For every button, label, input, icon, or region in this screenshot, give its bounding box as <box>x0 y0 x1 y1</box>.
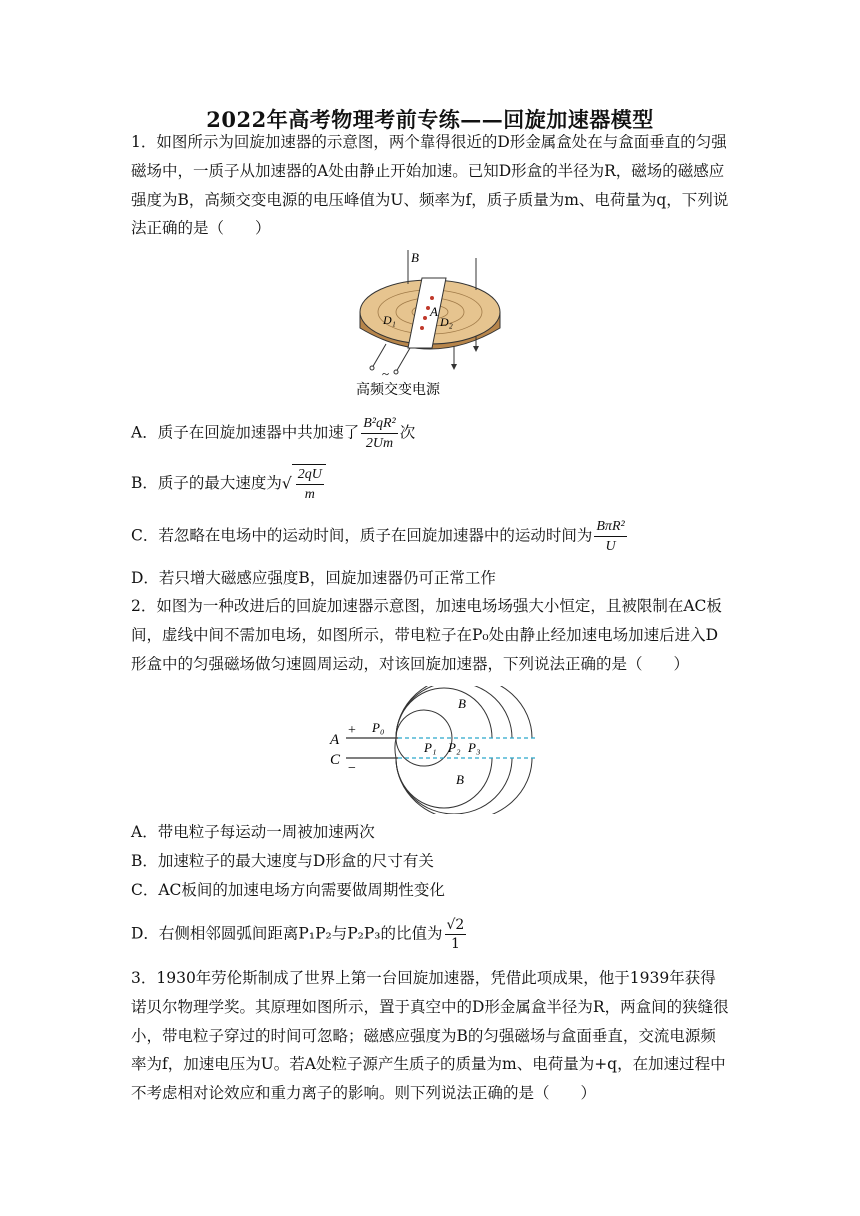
label-p0: P₀ <box>372 720 385 735</box>
q1-option-d[interactable]: D．若只增大磁感应强度B，回旋加速器仍可正常工作 <box>131 569 496 587</box>
improved-cyclotron-figure <box>326 686 540 814</box>
q2-option-b[interactable]: B．加速粒子的最大速度与D形盒的尺寸有关 <box>131 852 434 870</box>
q2-option-d[interactable]: D．右侧相邻圆弧间距离P₁P₂与P₂P₃的比值为 $\frac{√2}{1}$ <box>131 917 465 952</box>
label-p3: P₃ <box>468 740 481 755</box>
q1-option-b[interactable]: B．质子的最大速度为√ $\frac{2qU}{m}$ <box>131 464 326 504</box>
question-3-stem: 3．1930年劳伦斯制成了世界上第一台回旋加速器，凭借此项成果，他于1939年获得诺贝尔物理学奖。其原理如图所示，置于真空中的D形金属盒半径为R，两盒间的狭缝很小，带电粒子穿过的时间可忽略；磁感应强度为B的匀强磁场与盒面垂直，交流电源频率为f，加速电压为U。若A处粒子源产生质子的质量为m、电荷量为+q，在加速过程中不考虑相对论效应和重力离子的影响。则下列说法正确的是（ ） <box>131 969 729 1103</box>
label-b: B <box>411 250 419 265</box>
label-b-top: B <box>458 696 466 711</box>
plus-sign: + <box>348 723 356 738</box>
label-p1: P₁ <box>424 740 437 755</box>
q2-option-a[interactable]: A．带电粒子每运动一周被加速两次 <box>131 823 375 841</box>
label-d2: D₂ <box>440 315 453 329</box>
cyclotron-figure <box>350 250 510 398</box>
label-a: A <box>430 304 438 319</box>
minus-sign: − <box>348 761 356 776</box>
label-b-bottom: B <box>456 772 464 787</box>
label-c: C <box>330 752 341 768</box>
label-d1: D₁ <box>383 313 396 327</box>
question-2-stem: 2．如图为一种改进后的回旋加速器示意图，加速电场场强大小恒定，且被限制在AC板间，虚线中间不需加电场，如图所示，带电粒子在P₀处由静止经加速电场加速后进入D形盒中的匀强磁场做匀速圆周运动，对该回旋加速器，下列说法正确的是（ ） <box>131 597 722 673</box>
tilde: ~ <box>382 366 390 381</box>
q1-option-a[interactable]: A．质子在回旋加速器中共加速了 $\frac{\text{B²qR²}}{2Um}$ 次 <box>131 416 416 451</box>
question-1-stem: 1．如图所示为回旋加速器的示意图，两个靠得很近的D形金属盒处在与盒面垂直的匀强磁场中，一质子从加速器的A处由静止开始加速。已知D形盒的半径为R，磁场的磁感应强度为B，高频交变电源的电压峰值为U、频率为f，质子质量为m、电荷量为q，下列说法正确的是（ ） <box>131 133 729 238</box>
q1-option-c[interactable]: C．若忽略在电场中的运动时间，质子在回旋加速器中的运动时间为 $\frac{\text{BπR²}}{U}$ <box>131 519 625 554</box>
label-p2: P₂ <box>448 740 461 755</box>
label-a: A <box>330 732 340 748</box>
q2-option-c[interactable]: C．AC板间的加速电场方向需要做周期性变化 <box>131 881 445 899</box>
figure-caption: 高频交变电源 <box>356 383 440 398</box>
page-title: 2022年高考物理考前专练——回旋加速器模型 <box>206 107 654 132</box>
